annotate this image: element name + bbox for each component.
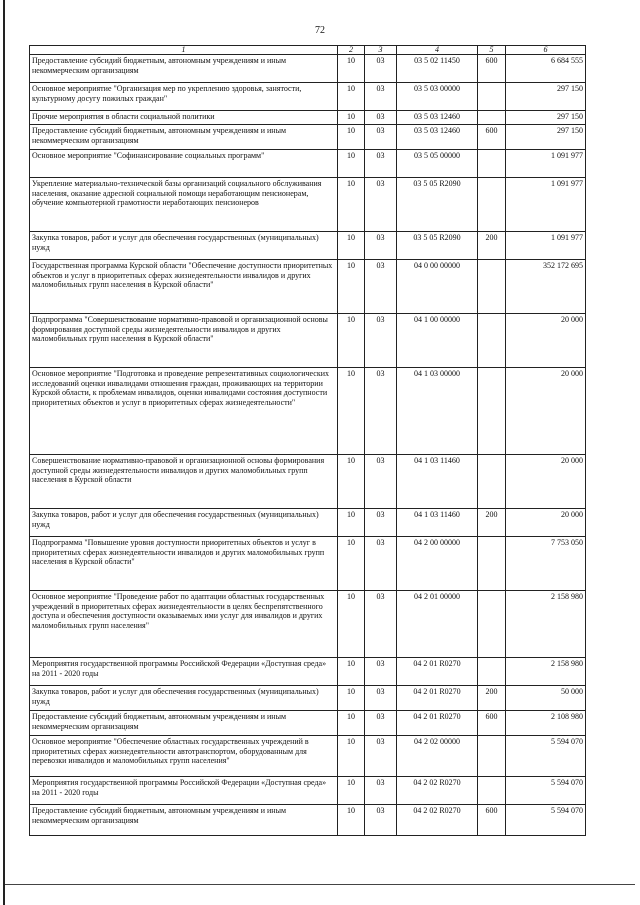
row-section: 10 <box>338 591 365 658</box>
row-name: Предоставление субсидий бюджетным, автономным учреждениям и иным некоммерческим организациям <box>30 805 338 836</box>
row-expense-type <box>478 455 506 509</box>
row-name: Подпрограмма "Повышение уровня доступности приоритетных объектов и услуг в приоритетных сферах жизнедеятельности инвалидов и других маломобильных групп населения в Курской области" <box>30 537 338 591</box>
row-expense-type <box>478 150 506 178</box>
row-amount: 297 150 <box>506 111 586 125</box>
row-amount: 1 091 977 <box>506 178 586 232</box>
row-subsection: 03 <box>365 260 397 314</box>
row-section: 10 <box>338 55 365 83</box>
row-section: 10 <box>338 314 365 368</box>
row-section: 10 <box>338 232 365 260</box>
row-target-code: 04 0 00 00000 <box>397 260 478 314</box>
row-subsection: 03 <box>365 686 397 711</box>
row-target-code: 04 2 01 00000 <box>397 591 478 658</box>
row-amount: 5 594 070 <box>506 805 586 836</box>
row-amount: 20 000 <box>506 509 586 537</box>
row-amount: 20 000 <box>506 314 586 368</box>
row-name: Предоставление субсидий бюджетным, автономным учреждениям и иным некоммерческим организациям <box>30 711 338 736</box>
row-amount: 7 753 050 <box>506 537 586 591</box>
row-target-code: 04 2 02 R0270 <box>397 777 478 805</box>
row-amount: 1 091 977 <box>506 232 586 260</box>
row-target-code: 03 5 05 00000 <box>397 150 478 178</box>
row-section: 10 <box>338 805 365 836</box>
row-name: Мероприятия государственной программы Российской Федерации «Доступная среда» на 2011 - 2020 годы <box>30 777 338 805</box>
row-amount: 297 150 <box>506 125 586 150</box>
row-target-code: 03 5 02 11450 <box>397 55 478 83</box>
row-section: 10 <box>338 260 365 314</box>
row-section: 10 <box>338 368 365 455</box>
table-row <box>30 111 586 125</box>
column-header: 2 <box>338 46 365 55</box>
table-row <box>30 455 586 509</box>
page-number: 72 <box>315 25 325 36</box>
row-amount: 2 158 980 <box>506 591 586 658</box>
row-target-code: 04 2 02 R0270 <box>397 805 478 836</box>
row-subsection: 03 <box>365 777 397 805</box>
row-subsection: 03 <box>365 805 397 836</box>
row-target-code: 04 1 03 11460 <box>397 509 478 537</box>
row-amount: 20 000 <box>506 455 586 509</box>
table-header-row <box>30 46 586 55</box>
table-row <box>30 711 586 736</box>
row-name: Совершенствование нормативно-правовой и организационной основы формирования доступной среды жизнедеятельности инвалидов и других маломобильных групп населения в Курской области <box>30 455 338 509</box>
row-section: 10 <box>338 736 365 777</box>
row-target-code: 03 5 03 12460 <box>397 111 478 125</box>
row-amount: 297 150 <box>506 83 586 111</box>
table-row <box>30 686 586 711</box>
row-name: Основное мероприятие "Подготовка и проведение репрезентативных социологических исследований оценки инвалидами отношения граждан, проживающих на территории Курской области, к проблемам инвалидов, оценки инвалидами состояния доступности приоритетных объектов и услуг в приоритетных сферах жизнедеятельности" <box>30 368 338 455</box>
table-row <box>30 55 586 83</box>
row-section: 10 <box>338 125 365 150</box>
row-subsection: 03 <box>365 736 397 777</box>
row-expense-type: 600 <box>478 711 506 736</box>
row-name: Закупка товаров, работ и услуг для обеспечения государственных (муниципальных) нужд <box>30 509 338 537</box>
row-target-code: 04 1 03 11460 <box>397 455 478 509</box>
budget-table <box>29 45 586 836</box>
row-name: Основное мероприятие "Обеспечение областных государственных учреждений в приоритетных сферах жизнедеятельности автотранспортом, оборудованным для перевозки инвалидов и маломобильных групп населения" <box>30 736 338 777</box>
row-target-code: 04 1 03 00000 <box>397 368 478 455</box>
table-row <box>30 658 586 686</box>
row-expense-type: 600 <box>478 805 506 836</box>
row-name: Подпрограмма "Совершенствование нормативно-правовой и организационной основы формирования доступной среды жизнедеятельности инвалидов и других маломобильных групп населения в Курской области" <box>30 314 338 368</box>
table-row <box>30 178 586 232</box>
row-expense-type <box>478 537 506 591</box>
row-name: Мероприятия государственной программы Российской Федерации «Доступная среда» на 2011 - 2020 годы <box>30 658 338 686</box>
row-target-code: 03 5 03 12460 <box>397 125 478 150</box>
row-target-code: 03 5 03 00000 <box>397 83 478 111</box>
row-section: 10 <box>338 150 365 178</box>
row-amount: 5 594 070 <box>506 736 586 777</box>
row-subsection: 03 <box>365 314 397 368</box>
row-expense-type: 600 <box>478 55 506 83</box>
row-subsection: 03 <box>365 537 397 591</box>
row-expense-type <box>478 83 506 111</box>
row-section: 10 <box>338 111 365 125</box>
row-name: Основное мероприятие "Софинансирование социальных программ" <box>30 150 338 178</box>
row-amount: 5 594 070 <box>506 777 586 805</box>
row-section: 10 <box>338 777 365 805</box>
row-amount: 352 172 695 <box>506 260 586 314</box>
row-subsection: 03 <box>365 83 397 111</box>
row-name: Закупка товаров, работ и услуг для обеспечения государственных (муниципальных) нужд <box>30 232 338 260</box>
row-subsection: 03 <box>365 591 397 658</box>
row-section: 10 <box>338 83 365 111</box>
row-target-code: 04 2 02 00000 <box>397 736 478 777</box>
row-name: Основное мероприятие "Проведение работ по адаптации областных государственных учреждений в приоритетных сферах жизнедеятельности в целях беспрепятственного доступа и обеспечения доступности оказываемых ими услуг для инвалидов и других маломобильных групп населения" <box>30 591 338 658</box>
table-row <box>30 314 586 368</box>
row-amount: 2 158 980 <box>506 658 586 686</box>
table-row <box>30 150 586 178</box>
row-name: Закупка товаров, работ и услуг для обеспечения государственных (муниципальных) нужд <box>30 686 338 711</box>
table-row <box>30 83 586 111</box>
row-name: Государственная программа Курской области "Обеспечение доступности приоритетных объектов и услуг в приоритетных сферах жизнедеятельности инвалидов и других маломобильных групп населения в Курской области" <box>30 260 338 314</box>
row-expense-type: 200 <box>478 232 506 260</box>
row-target-code: 04 2 01 R0270 <box>397 686 478 711</box>
row-name: Основное мероприятие "Организация мер по укреплению здоровья, занятости, культурному досугу пожилых граждан" <box>30 83 338 111</box>
row-expense-type <box>478 178 506 232</box>
row-section: 10 <box>338 686 365 711</box>
row-subsection: 03 <box>365 111 397 125</box>
table-row <box>30 805 586 836</box>
column-header: 5 <box>478 46 506 55</box>
row-subsection: 03 <box>365 368 397 455</box>
row-name: Предоставление субсидий бюджетным, автономным учреждениям и иным некоммерческим организациям <box>30 55 338 83</box>
row-section: 10 <box>338 537 365 591</box>
table-row <box>30 537 586 591</box>
row-amount: 20 000 <box>506 368 586 455</box>
row-expense-type <box>478 111 506 125</box>
row-target-code: 04 1 00 00000 <box>397 314 478 368</box>
row-subsection: 03 <box>365 455 397 509</box>
table-row <box>30 509 586 537</box>
row-target-code: 04 2 00 00000 <box>397 537 478 591</box>
row-expense-type <box>478 591 506 658</box>
column-header: 4 <box>397 46 478 55</box>
row-section: 10 <box>338 658 365 686</box>
row-subsection: 03 <box>365 55 397 83</box>
row-section: 10 <box>338 178 365 232</box>
row-subsection: 03 <box>365 711 397 736</box>
row-target-code: 03 5 05 R2090 <box>397 178 478 232</box>
row-expense-type <box>478 736 506 777</box>
row-name: Предоставление субсидий бюджетным, автономным учреждениям и иным некоммерческим организациям <box>30 125 338 150</box>
column-header: 1 <box>30 46 338 55</box>
row-section: 10 <box>338 509 365 537</box>
row-subsection: 03 <box>365 509 397 537</box>
row-amount: 2 108 980 <box>506 711 586 736</box>
row-expense-type <box>478 658 506 686</box>
bottom-page-line <box>5 884 635 885</box>
column-header: 6 <box>506 46 586 55</box>
table-row <box>30 260 586 314</box>
row-expense-type <box>478 368 506 455</box>
row-section: 10 <box>338 711 365 736</box>
row-subsection: 03 <box>365 232 397 260</box>
row-expense-type: 200 <box>478 686 506 711</box>
row-expense-type <box>478 260 506 314</box>
row-target-code: 03 5 05 R2090 <box>397 232 478 260</box>
row-target-code: 04 2 01 R0270 <box>397 711 478 736</box>
table-row <box>30 777 586 805</box>
row-expense-type <box>478 314 506 368</box>
row-name: Укрепление материально-технической базы организаций социального обслуживания населения, оказание адресной социальной помощи неработающим пенсионерам, обучение компьютерной грамотности неработающих пенсионеров <box>30 178 338 232</box>
row-target-code: 04 2 01 R0270 <box>397 658 478 686</box>
row-expense-type: 600 <box>478 125 506 150</box>
row-amount: 6 684 555 <box>506 55 586 83</box>
row-amount: 50 000 <box>506 686 586 711</box>
row-amount: 1 091 977 <box>506 150 586 178</box>
row-expense-type <box>478 777 506 805</box>
table-row <box>30 232 586 260</box>
table-row <box>30 368 586 455</box>
left-margin-line <box>3 0 5 905</box>
column-header: 3 <box>365 46 397 55</box>
row-subsection: 03 <box>365 150 397 178</box>
row-subsection: 03 <box>365 658 397 686</box>
row-section: 10 <box>338 455 365 509</box>
table-row <box>30 591 586 658</box>
row-expense-type: 200 <box>478 509 506 537</box>
row-subsection: 03 <box>365 125 397 150</box>
row-name: Прочие мероприятия в области социальной политики <box>30 111 338 125</box>
table-row <box>30 736 586 777</box>
table-row <box>30 125 586 150</box>
row-subsection: 03 <box>365 178 397 232</box>
